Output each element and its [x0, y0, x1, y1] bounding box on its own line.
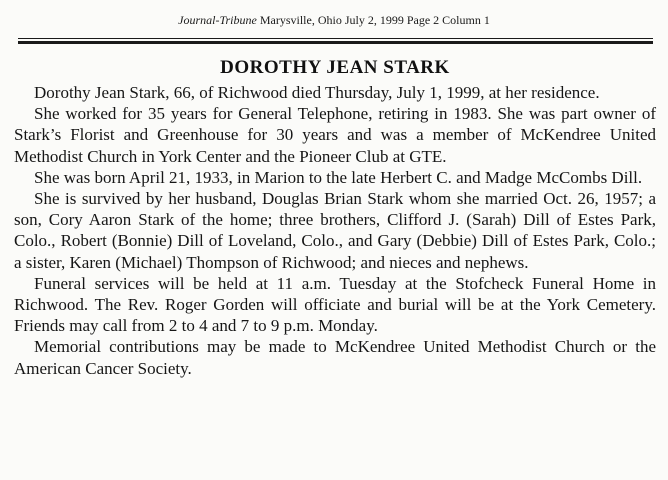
paragraph-death-notice: Dorothy Jean Stark, 66, of Richwood died Thursday, July 1, 1999, at her residence.: [34, 83, 600, 102]
paragraph-survivors: She is survived by her husband, Douglas Brian Stark whom she married Oct. 26, 1957; a son, Cory Aaron Stark of the home; three brothers, Clifford J. (Sarah) Dill of Estes Park, Colo., Robert (Bonnie) Dill of Loveland, Colo., and Gary (Debbie) Dill of Estes Park, Colo.; a sister, Karen (Michael) Thompson of Richwood; and nieces and nephews.: [14, 189, 656, 272]
newspaper-name: Journal-Tribune: [178, 13, 257, 27]
obituary-article: [14, 56, 656, 379]
header-rule-thin: [18, 38, 653, 39]
paragraph-memorials: Memorial contributions may be made to McKendree United Methodist Church or the American Cancer Society.: [14, 337, 656, 378]
paragraph-birth: She was born April 21, 1933, in Marion to the late Herbert C. and Madge McCombs Dill.: [34, 167, 643, 187]
paragraph-services: Funeral services will be held at 11 a.m. Tuesday at the Stofcheck Funeral Home in Richwood. The Rev. Roger Gorden will officiate and burial will be at the York Cemetery. Friends may call from 2 to 4 and 7 to 9 p.m. Monday.: [14, 273, 656, 336]
header-rule-thick: [18, 41, 653, 44]
publication-details: Marysville, Ohio July 2, 1999 Page 2 Column 1: [259, 13, 490, 27]
obituary-headline: DOROTHY JEAN STARK: [220, 57, 450, 78]
paragraph-career: She worked for 35 years for General Telephone, retiring in 1983. She was part owner of Stark’s Florist and Greenhouse for 30 years and was a member of McKendree United Methodist Church in York Center and the Pioneer Club at GTE.: [14, 104, 656, 166]
source-citation: [0, 13, 668, 28]
